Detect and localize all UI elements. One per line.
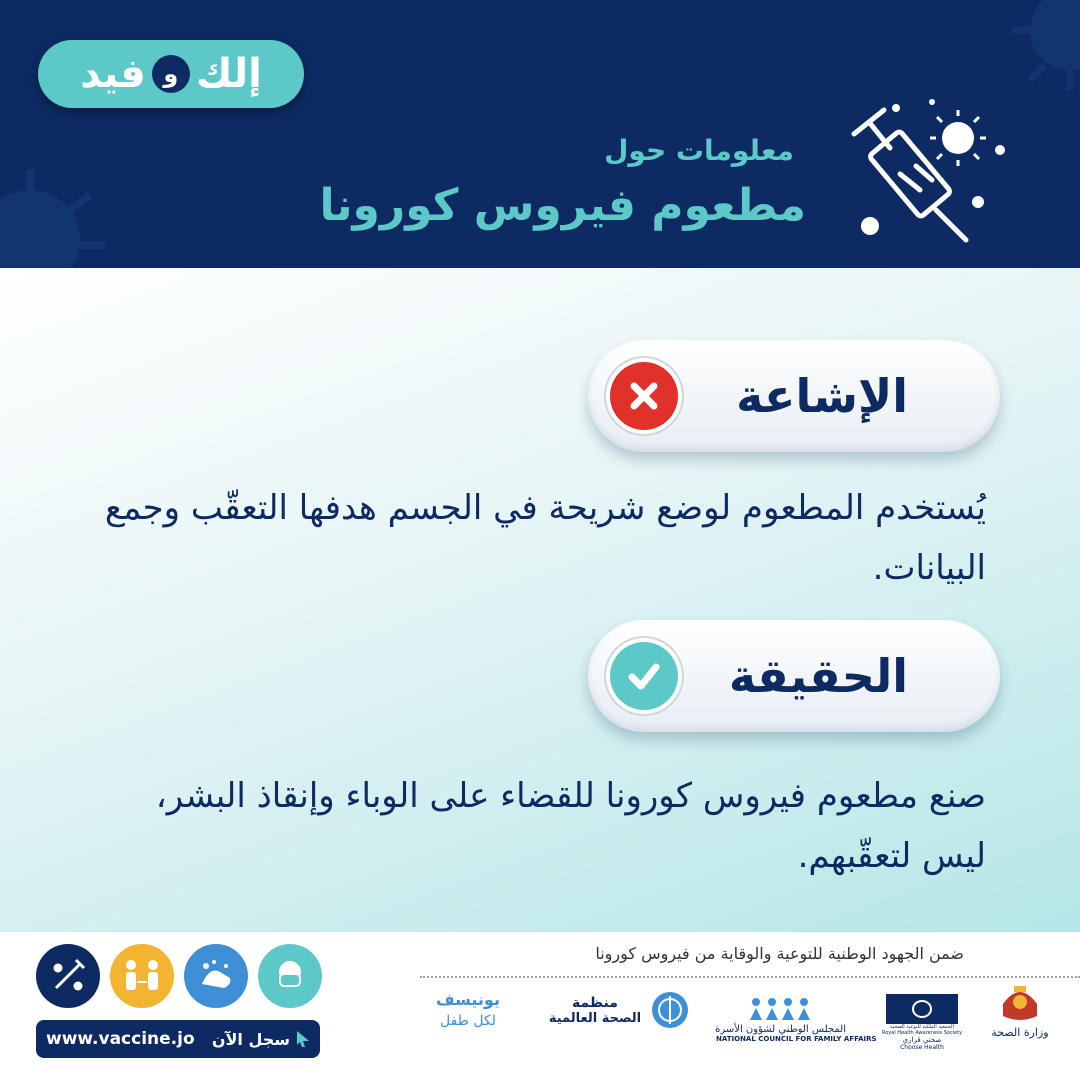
register-cta[interactable]: سجل الآن	[211, 1029, 290, 1049]
distancing-icon	[110, 944, 174, 1008]
ncfa-name-ar: المجلس الوطني لشؤون الأسرة	[715, 1024, 846, 1035]
virus-decoration-icon	[0, 160, 120, 268]
brand-name-part-3: فيد	[80, 51, 146, 97]
unicef-tagline: لكل طفل	[440, 1013, 496, 1029]
footer-divider	[420, 976, 1080, 978]
content-area	[0, 268, 1080, 932]
who-logo	[540, 990, 690, 1030]
who-name-line-2: الصحة العالمية	[548, 1010, 642, 1026]
ncfa-emblem-icon	[746, 996, 816, 1022]
footer-caption: ضمن الجهود الوطنية للتوعية والوقاية من فيروس كورونا	[595, 944, 964, 963]
myth-icon-circle	[610, 362, 678, 430]
myth-text: يُستخدم المطعوم لوضع شريحة في الجسم هدفها التعقّب وجمع البيانات.	[104, 488, 986, 588]
brand-name-part-2: و	[152, 55, 190, 93]
myth-label: الإشاعة	[736, 369, 908, 423]
ncfa-logo	[715, 996, 877, 1043]
choose-health-ar: صحتي قراري	[902, 1036, 942, 1044]
who-emblem-icon	[650, 990, 690, 1030]
ncfa-name-en: NATIONAL COUNCIL FOR FAMILY AFFAIRS	[716, 1035, 877, 1043]
myth-badge	[588, 340, 1000, 452]
rhas-emblem-icon	[886, 994, 958, 1024]
virus-decoration-icon	[1000, 0, 1080, 100]
ministry-name: وزارة الصحة	[991, 1026, 1049, 1039]
rhas-logo	[882, 994, 962, 1051]
handwash-icon	[184, 944, 248, 1008]
fact-text: صنع مطعوم فيروس كورونا للقضاء على الوباء وإنقاذ البشر، ليس لتعقّبهم.	[155, 776, 986, 876]
prevention-icons	[36, 944, 322, 1012]
brand-name-part-1: إلك	[195, 51, 262, 97]
syringe-icon	[36, 944, 100, 1008]
cursor-icon	[296, 1030, 310, 1048]
register-link[interactable]	[36, 1020, 320, 1058]
unicef-name: يونيسف	[436, 990, 500, 1009]
fact-badge	[588, 620, 1000, 732]
rhas-name-ar: الجمعية الملكية للتوعية الصحية	[890, 1024, 954, 1030]
ministry-logo	[990, 984, 1050, 1039]
choose-health-en: Choose Health	[900, 1044, 944, 1051]
check-icon	[625, 657, 663, 695]
mask-icon	[258, 944, 322, 1008]
unicef-logo	[420, 990, 516, 1029]
header-title: مطعوم فيروس كورونا	[319, 180, 806, 231]
fact-icon-circle	[610, 642, 678, 710]
fact-label: الحقيقة	[728, 649, 908, 703]
header-subtitle: معلومات حول	[604, 134, 794, 167]
site-url[interactable]: www.vaccine.jo	[46, 1029, 195, 1049]
crest-icon	[997, 984, 1043, 1024]
header-banner	[0, 0, 1080, 268]
footer	[0, 932, 1080, 1080]
rhas-name-en: Royal Health Awareness Society	[882, 1030, 963, 1036]
who-name-line-1: منظمة	[572, 994, 618, 1011]
brand-logo	[38, 40, 304, 108]
syringe-virus-icon	[840, 90, 1020, 250]
x-icon	[626, 378, 662, 414]
